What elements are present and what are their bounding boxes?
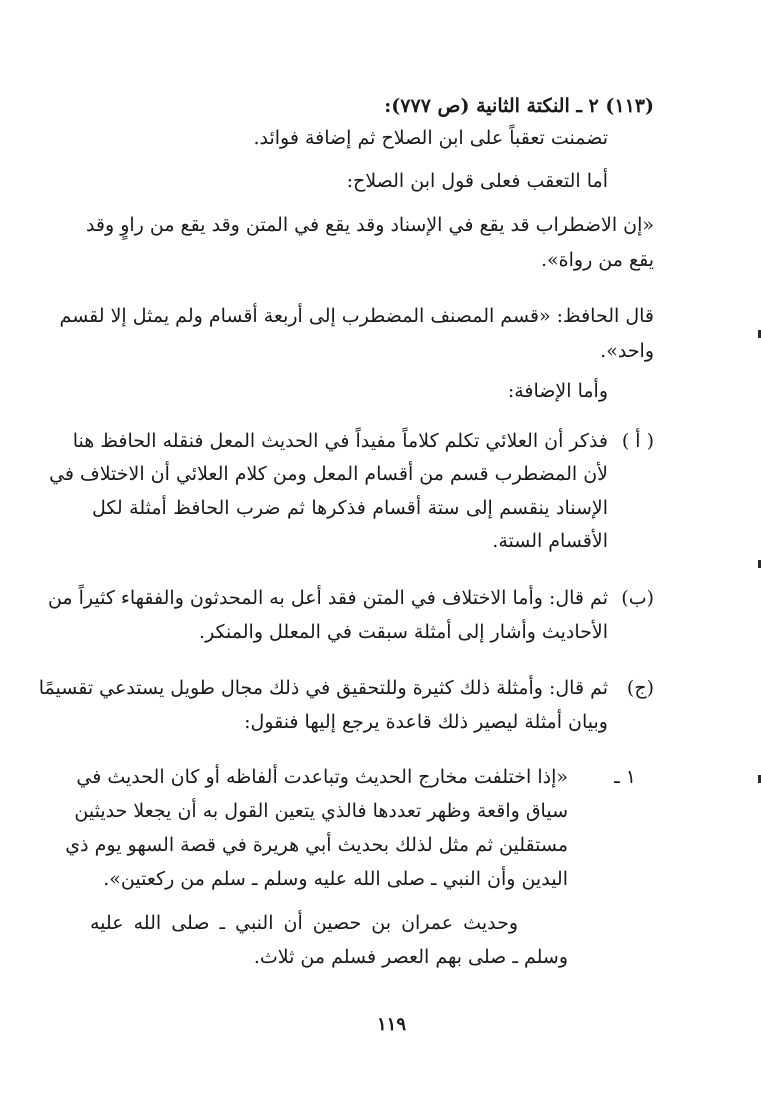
item-1-line-2: سياق واقعة وظهر تعددها فالذي يتعين القول به أن يجعلا حديثين	[74, 800, 568, 822]
item-1-line-3: مستقلين ثم مثل لذلك بحديث أبي هريرة في قصة السهو يوم ذي	[65, 834, 568, 856]
item-1-marker: ١ ـ	[614, 766, 636, 788]
item-a-line-3: الإسناد ينقسم إلى ستة أقسام فذكرها ثم ضرب الحافظ أمثلة لكل	[92, 497, 608, 519]
hafiz-line-2: واحد».	[600, 340, 654, 362]
item-j-marker: (ج)	[626, 677, 654, 699]
intro-line: تضمنت تعقباً على ابن الصلاح ثم إضافة فوائد.	[253, 127, 608, 149]
item-1-line-1: «إذا اختلفت مخارج الحديث وتباعدت ألفاظه أو كان الحديث في	[76, 766, 568, 788]
page-number: ١١٩	[376, 1014, 406, 1035]
item-b-line-1: ثم قال: وأما الاختلاف في المتن فقد أعل به المحدثون والفقهاء كثيراً من	[47, 587, 608, 609]
item-j-line-2: وبيان أمثلة ليصير ذلك قاعدة يرجع إليها فنقول:	[244, 711, 608, 733]
taaqub-label: أما التعقب فعلى قول ابن الصلاح:	[346, 170, 608, 192]
item-a-line-2: لأن المضطرب قسم من أقسام المعل ومن كلام العلائي أن الاختلاف في	[49, 463, 608, 485]
quote-line-1: «إن الاضطراب قد يقع في الإسناد وقد يقع في المتن وقد يقع من راوٍ وقد	[85, 214, 654, 236]
item-a-line-4: الأقسام الستة.	[492, 530, 608, 552]
item-b-line-2: الأحاديث وأشار إلى أمثلة سبقت في المعلل والمنكر.	[199, 621, 608, 643]
section-heading: (١١٣) ٢ ـ النكتة الثانية (ص ٧٧٧):	[384, 95, 654, 117]
imran-line-1: وحديث عمران بن حصين أن النبي ـ صلى الله عليه	[90, 912, 518, 934]
hafiz-line-1: قال الحافظ: «قسم المصنف المضطرب إلى أربعة أقسام ولم يمثل إلا لقسم	[59, 305, 654, 327]
item-1-line-4: اليدين وأن النبي ـ صلى الله عليه وسلم ـ سلم من ركعتين».	[103, 868, 568, 890]
item-j-line-1: ثم قال: وأمثلة ذلك كثيرة وللتحقيق في ذلك مجال طويل يستدعي تقسيمًا	[38, 677, 608, 699]
item-a-marker: ( أ )	[621, 430, 654, 452]
item-a-line-1: فذكر أن العلائي تكلم كلاماً مفيداً في الحديث المعل فنقله الحافظ هنا	[72, 430, 608, 452]
item-b-marker: (ب)	[621, 587, 654, 609]
imran-line-2: وسلم ـ صلى بهم العصر فسلم من ثلاث.	[253, 946, 568, 968]
idafa-label: وأما الإضافة:	[507, 380, 608, 402]
quote-line-2: يقع من رواة».	[541, 249, 654, 271]
